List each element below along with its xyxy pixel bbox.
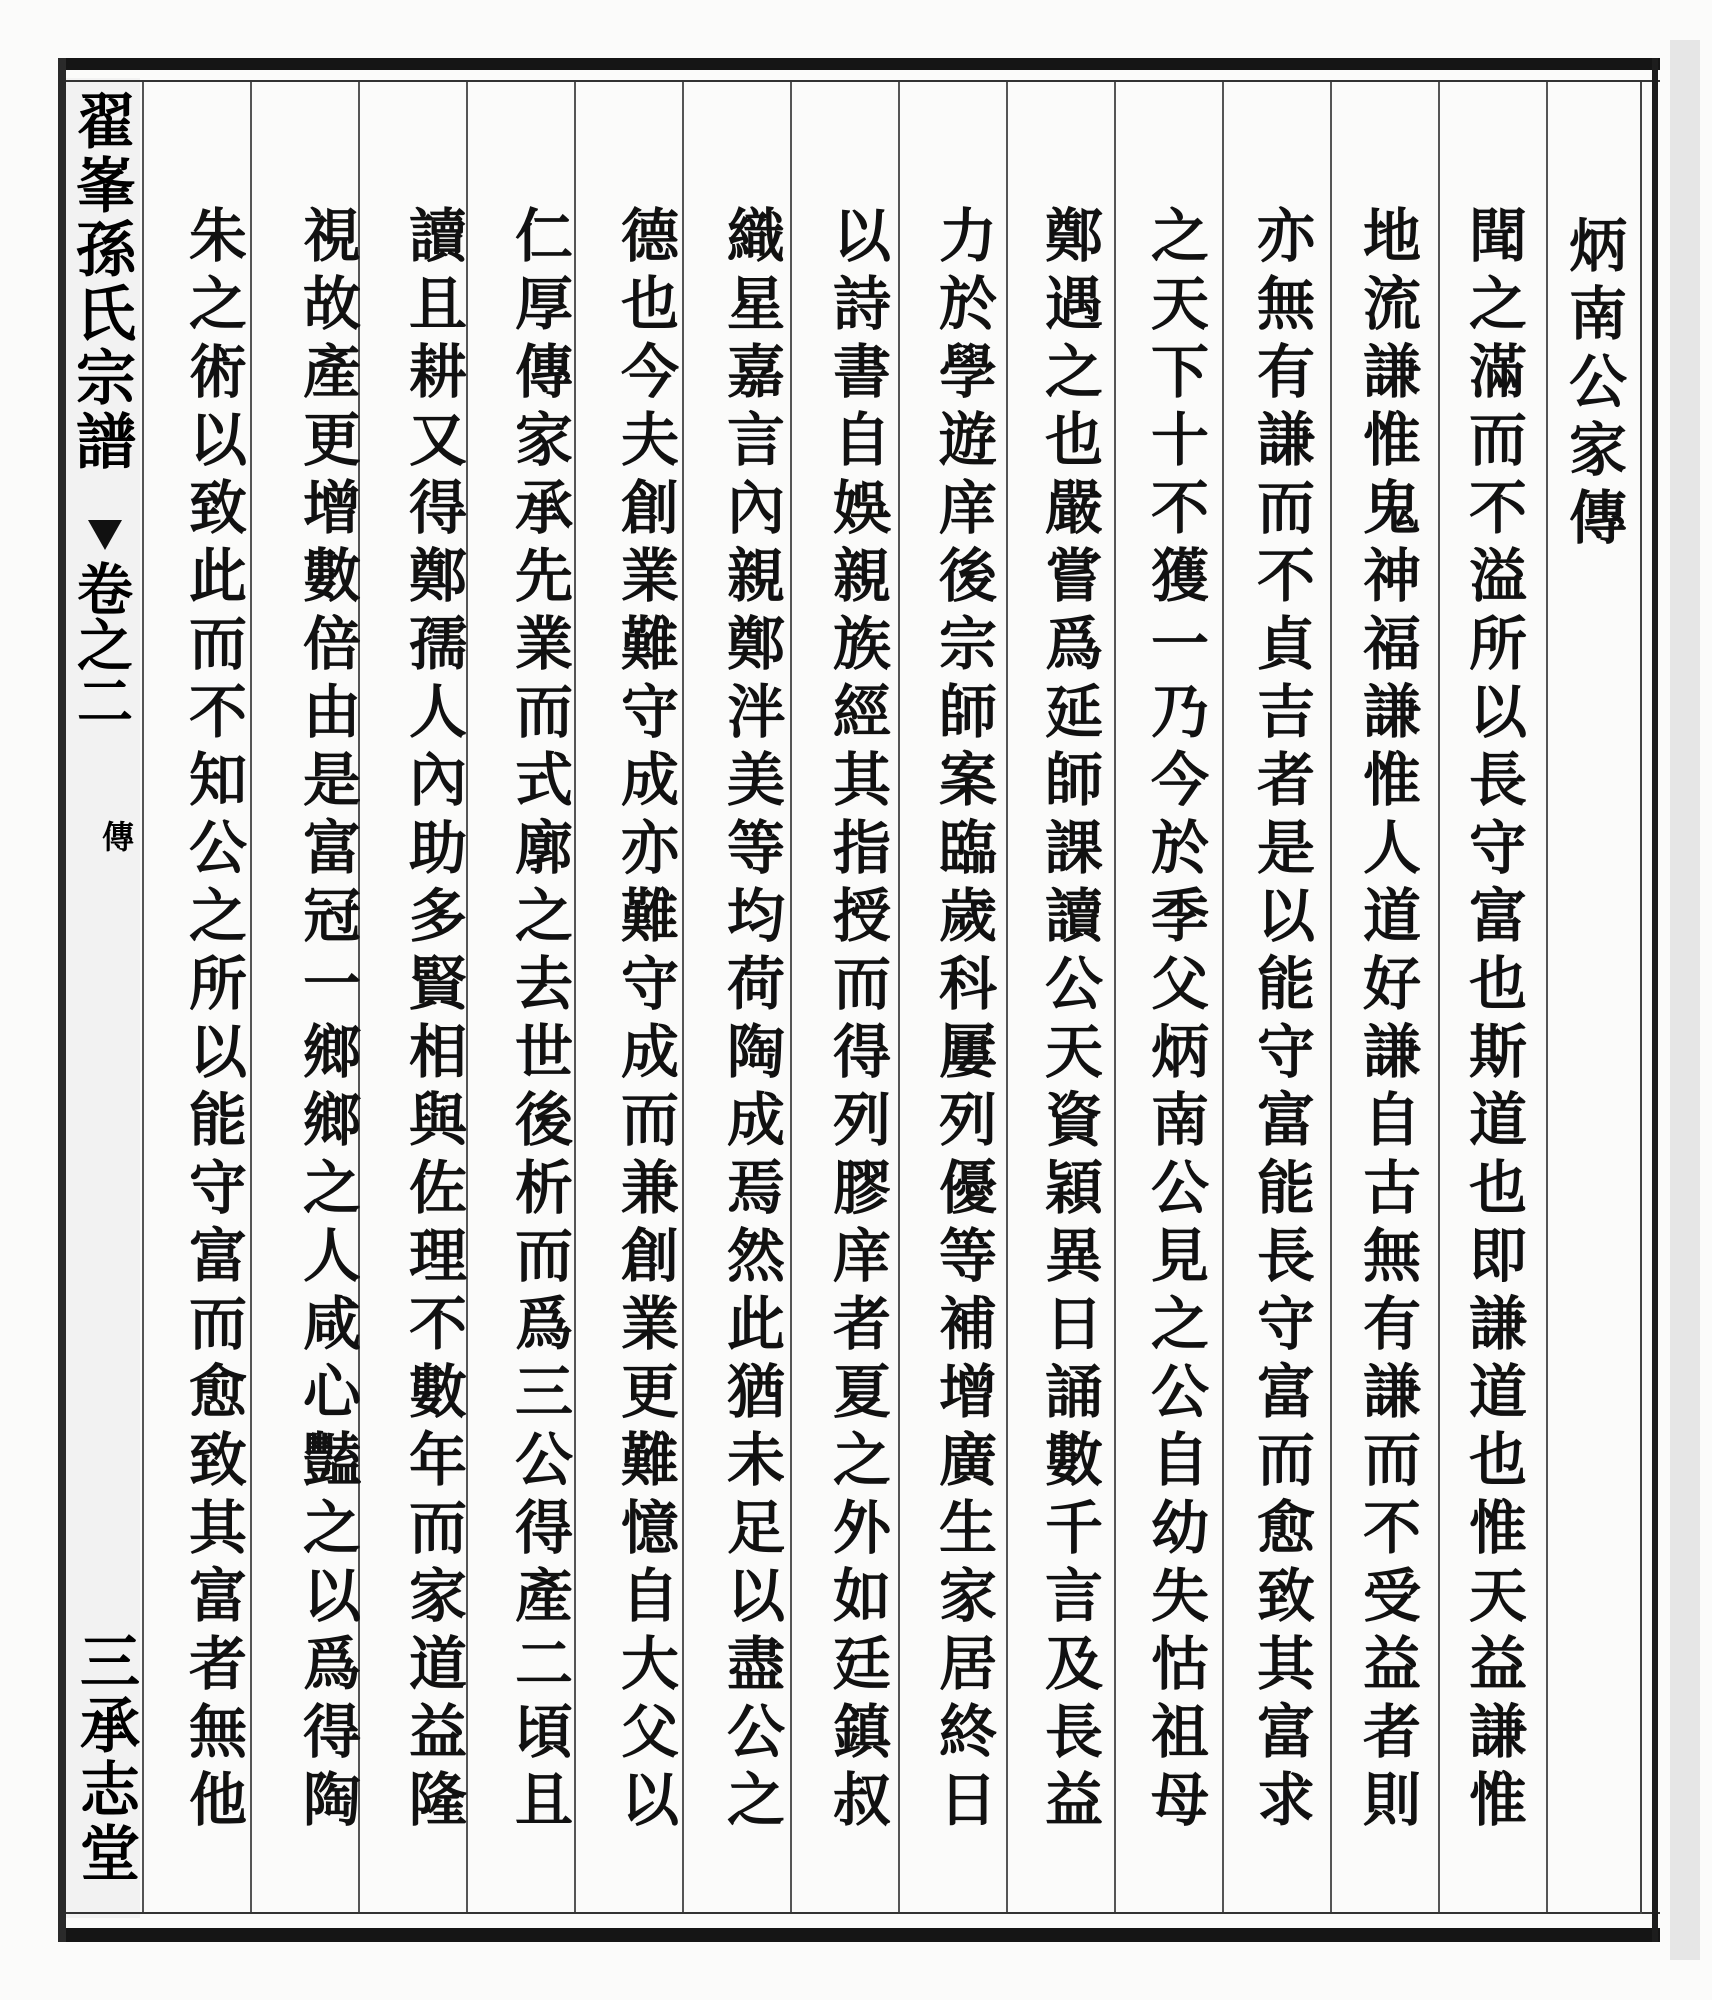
text-column-6: 力於學遊庠後宗師案臨歲科屢列優等補增廣生家居終日 bbox=[929, 205, 997, 1837]
page-edge bbox=[1670, 40, 1700, 1960]
frame-top-rule bbox=[58, 58, 1660, 70]
column-divider bbox=[1006, 82, 1008, 1912]
frame-left-rule bbox=[58, 58, 66, 1942]
text-column-10: 仁厚傳家承先業而式廓之去世後析而爲三公得產二頃且 bbox=[505, 205, 573, 1837]
column-divider bbox=[142, 82, 144, 1912]
text-column-5: 鄭遇之也嚴嘗爲延師課讀公天資穎異日誦數千言及長益 bbox=[1035, 205, 1103, 1837]
column-divider bbox=[1438, 82, 1440, 1912]
frame-right-inner-rule bbox=[1640, 82, 1642, 1914]
text-column-11: 讀且耕又得鄭孺人內助多賢相與佐理不數年而家道益隆 bbox=[399, 205, 467, 1837]
text-column-9: 德也今夫創業難守成亦難守成而兼創業更難憶自大父以 bbox=[611, 205, 679, 1837]
text-column-13: 朱之術以致此而不知公之所以能守富而愈致其富者無他 bbox=[179, 205, 247, 1837]
frame-bottom-inner-rule bbox=[58, 1912, 1660, 1914]
section-label: 傳 bbox=[97, 820, 135, 852]
column-divider bbox=[1222, 82, 1224, 1912]
column-divider bbox=[682, 82, 684, 1912]
hall-name: 三承志堂 bbox=[70, 1630, 140, 1886]
text-column-8: 織星嘉言內親鄭泮美等均荷陶成焉然此猶未足以盡公之 bbox=[717, 205, 785, 1837]
column-divider bbox=[1330, 82, 1332, 1912]
text-column-1: 聞之滿而不溢所以長守富也斯道也即謙道也惟天益謙惟 bbox=[1459, 205, 1527, 1837]
frame-bottom-rule bbox=[58, 1928, 1660, 1942]
text-column-2: 地流謙惟鬼神福謙惟人道好謙自古無有謙而不受益者則 bbox=[1353, 205, 1421, 1837]
text-column-12: 視故產更增數倍由是富冠一鄉鄉之人咸心豔之以爲得陶 bbox=[293, 205, 361, 1837]
column-divider bbox=[1546, 82, 1548, 1912]
volume-label: 卷之二 bbox=[68, 560, 134, 728]
frame-right-rule bbox=[1652, 58, 1658, 1942]
column-divider bbox=[250, 82, 252, 1912]
text-column-7: 以詩書自娛親族經其指授而得列膠庠者夏之外如廷鎮叔 bbox=[823, 205, 891, 1837]
text-column-3: 亦無有謙而不貞吉者是以能守富能長守富而愈致其富求 bbox=[1247, 205, 1315, 1837]
biography-title: 炳南公家傳 bbox=[1559, 215, 1627, 555]
frame-top-inner-rule bbox=[58, 80, 1660, 82]
column-divider bbox=[790, 82, 792, 1912]
text-column-4: 之天下十不獲一乃今於季父炳南公見之公自幼失怙祖母 bbox=[1141, 205, 1209, 1837]
column-divider bbox=[898, 82, 900, 1912]
column-divider bbox=[1114, 82, 1116, 1912]
book-title: 翟峯孫氏宗譜 bbox=[66, 90, 136, 474]
